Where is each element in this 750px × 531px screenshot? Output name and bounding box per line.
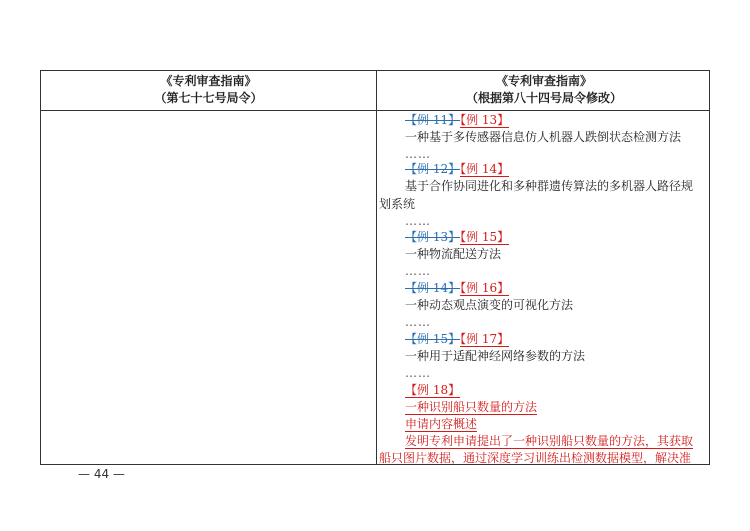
new-example-label: 【例 13】 <box>460 113 510 127</box>
ellipsis: …… <box>405 147 431 161</box>
comparison-table <box>40 70 710 465</box>
example-16-heading <box>405 279 509 297</box>
ellipsis: …… <box>405 264 431 278</box>
example-13-title: 一种基于多传感器信息仿人机器人跌倒状态检测方法 <box>405 130 682 144</box>
example-18-paragraph-line2: 船只图片数据，通过深度学习训练出检测数据模型，解决准 <box>379 451 692 464</box>
header-right <box>377 73 711 109</box>
example-14-heading <box>405 160 509 178</box>
example-16-title: 一种动态观点演变的可视化方法 <box>405 298 574 312</box>
example-15-heading <box>405 228 509 246</box>
example-15-title: 一种物流配送方法 <box>405 247 502 261</box>
old-example-label: 【例 11】 <box>405 113 461 127</box>
example-18-summary-heading: 申请内容概述 <box>405 417 478 431</box>
example-13-heading <box>405 111 509 129</box>
header-right-title: 《专利审查指南》 <box>495 74 592 88</box>
header-left <box>41 73 376 109</box>
example-18-heading <box>405 381 460 399</box>
new-example-label: 【例 17】 <box>460 332 510 346</box>
new-example-label: 【例 18】 <box>405 383 461 397</box>
ellipsis: …… <box>405 366 431 380</box>
ellipsis: …… <box>405 214 431 228</box>
example-17-heading <box>405 330 509 348</box>
ellipsis: …… <box>405 315 431 329</box>
old-example-label: 【例 12】 <box>405 162 461 176</box>
old-example-label: 【例 15】 <box>405 332 461 346</box>
old-example-label: 【例 13】 <box>405 230 461 244</box>
old-example-label: 【例 14】 <box>405 281 461 295</box>
new-example-label: 【例 16】 <box>460 281 510 295</box>
new-example-label: 【例 14】 <box>460 162 510 176</box>
header-left-title: 《专利审查指南》 <box>160 74 257 88</box>
right-column-body <box>377 111 709 464</box>
example-17-title: 一种用于适配神经网络参数的方法 <box>405 349 586 363</box>
example-14-title-line1: 基于合作协同进化和多种群遗传算法的多机器人路径规 <box>405 179 694 193</box>
new-example-label: 【例 15】 <box>460 230 510 244</box>
example-18-title: 一种识别船只数量的方法 <box>405 400 538 414</box>
page-number: — 44 — <box>78 467 125 481</box>
example-14-title-line2: 划系统 <box>379 197 416 211</box>
header-right-subtitle: （根据第八十四号局令修改） <box>465 91 622 105</box>
example-18-paragraph-line1: 发明专利申请提出了一种识别船只数量的方法，其获取 <box>405 434 694 448</box>
header-left-subtitle: （第七十七号局令） <box>154 91 263 105</box>
